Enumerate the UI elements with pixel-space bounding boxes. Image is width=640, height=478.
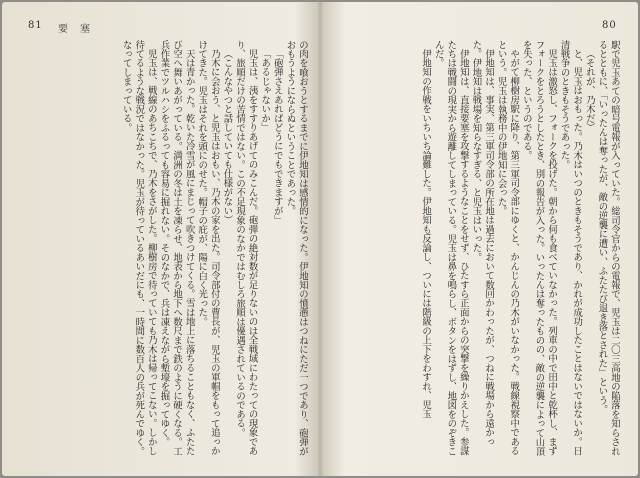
book-spread <box>2 2 638 476</box>
paragraph: 駅で児玉あての暗号電報が入っていた。総司令官からの電報で、児玉は二〇三高地の陥落を知らされるとともに、「いったんは奪ったが、敵の逆襲に遭い、ふたたび退き落とされた」という。 <box>596 40 620 456</box>
left-page-number: 81 <box>28 20 43 31</box>
paragraph: 児玉は激怒し、フォークを投げた。朝から何も食べていなかった。列車の中で田中と乾杯し、まずフォークをとろうとしたとき、別の報告が入った。いったんは奪ったものの、敵の逆襲によって山頂を失った、というのである。 <box>520 40 558 456</box>
paragraph: 伊地知の作戦をいちいち論難した。伊地知も反論し、ついには階級の上下をわすれ、児玉 <box>420 49 432 419</box>
paragraph: と、児玉はおもった。乃木はいつのときもそうであり、かれが成功したことはないではないか。日清戦争のときもそうであった。 <box>558 40 583 456</box>
paragraph: （こんなやつと話していても仕様がない） <box>221 49 233 225</box>
paragraph: 伊地知は、直接要塞を攻撃するようなことをせず、ひたすら正面からの突撃を繰りかえした。参謀たちは戦闘の現実から遊離してしまっている。児玉は鼻を鳴らし、ボタンをはずし、地図をのぞきこんだ。 <box>432 40 469 456</box>
left-page-body <box>16 40 308 460</box>
paragraph: 「あるじゃないか」 <box>259 49 271 133</box>
paragraph: の肉を喰おうとするまでに伊地知は感情的になった。伊地知の憤懣はつねにただ一つであり、砲弾がおもうようにならぬということであった。 <box>284 40 308 456</box>
right-page-body <box>330 40 620 460</box>
paragraph: 児玉は、戦線のあちこちで、乃木をさがした。柳樹房で待っていても乃木は帰ってこない。しかし待てるような戦況ではなかった。児玉が待っているあいだにも、一時間に数百人の兵が死んでゆく。 <box>133 40 157 456</box>
paragraph: 「砲弾さえあればどうにでもできますが」 <box>271 49 283 225</box>
paragraph: 伊地知は、事実、第三軍司令部の所在地は過去において数回かわったが、つねに戦場から遠かった。伊地知は戦場を知らなすぎる、と児玉はいった。 <box>470 40 495 447</box>
paragraph: 天は青かった。乾いた冷雪が風にまじって吹きつけてくる。雪は地上に落ちることもなく、ふたたび空へ舞いあがっている。満洲の冬は土を凍らせ、地表から地下へ数尺まで鉄のように硬くなる。工兵作業でツルハシをふるっても容易に掘れない。そのなかで、兵は凍えながら塹壕を掘ってゆく。 <box>158 40 195 456</box>
right-page-number: 80 <box>602 20 617 31</box>
left-page <box>2 2 318 476</box>
paragraph: なってしまっている。 <box>120 40 132 133</box>
paragraph: 乃木に会おう、と児玉はおもい、乃木の家を出た。司令部付の曹長が、児玉の軍帽をもって追っかけてきた。児玉はそれを頭にのせた。帽子の庇が、陽に白く光った。 <box>196 40 220 456</box>
right-page <box>322 2 638 476</box>
running-header: 要 塞 <box>58 24 91 35</box>
paragraph: （それが、乃木だ） <box>583 49 595 133</box>
paragraph: 児玉は、洟をすすりあげてのみこんだ。砲弾の絶対数が足りないのは全戦域にわたっての現象であり、旅順だけの苦情ではない。この不足現象のなかではむしろ旅順は優遇されているのである。 <box>234 40 258 456</box>
paragraph: やがて柳樹房駅に降り、第三軍司令部にゆくと、かんじんの乃木がいなかった。戦線視察中であるという。児玉は執務中の伊地知に会った。 <box>495 40 520 456</box>
